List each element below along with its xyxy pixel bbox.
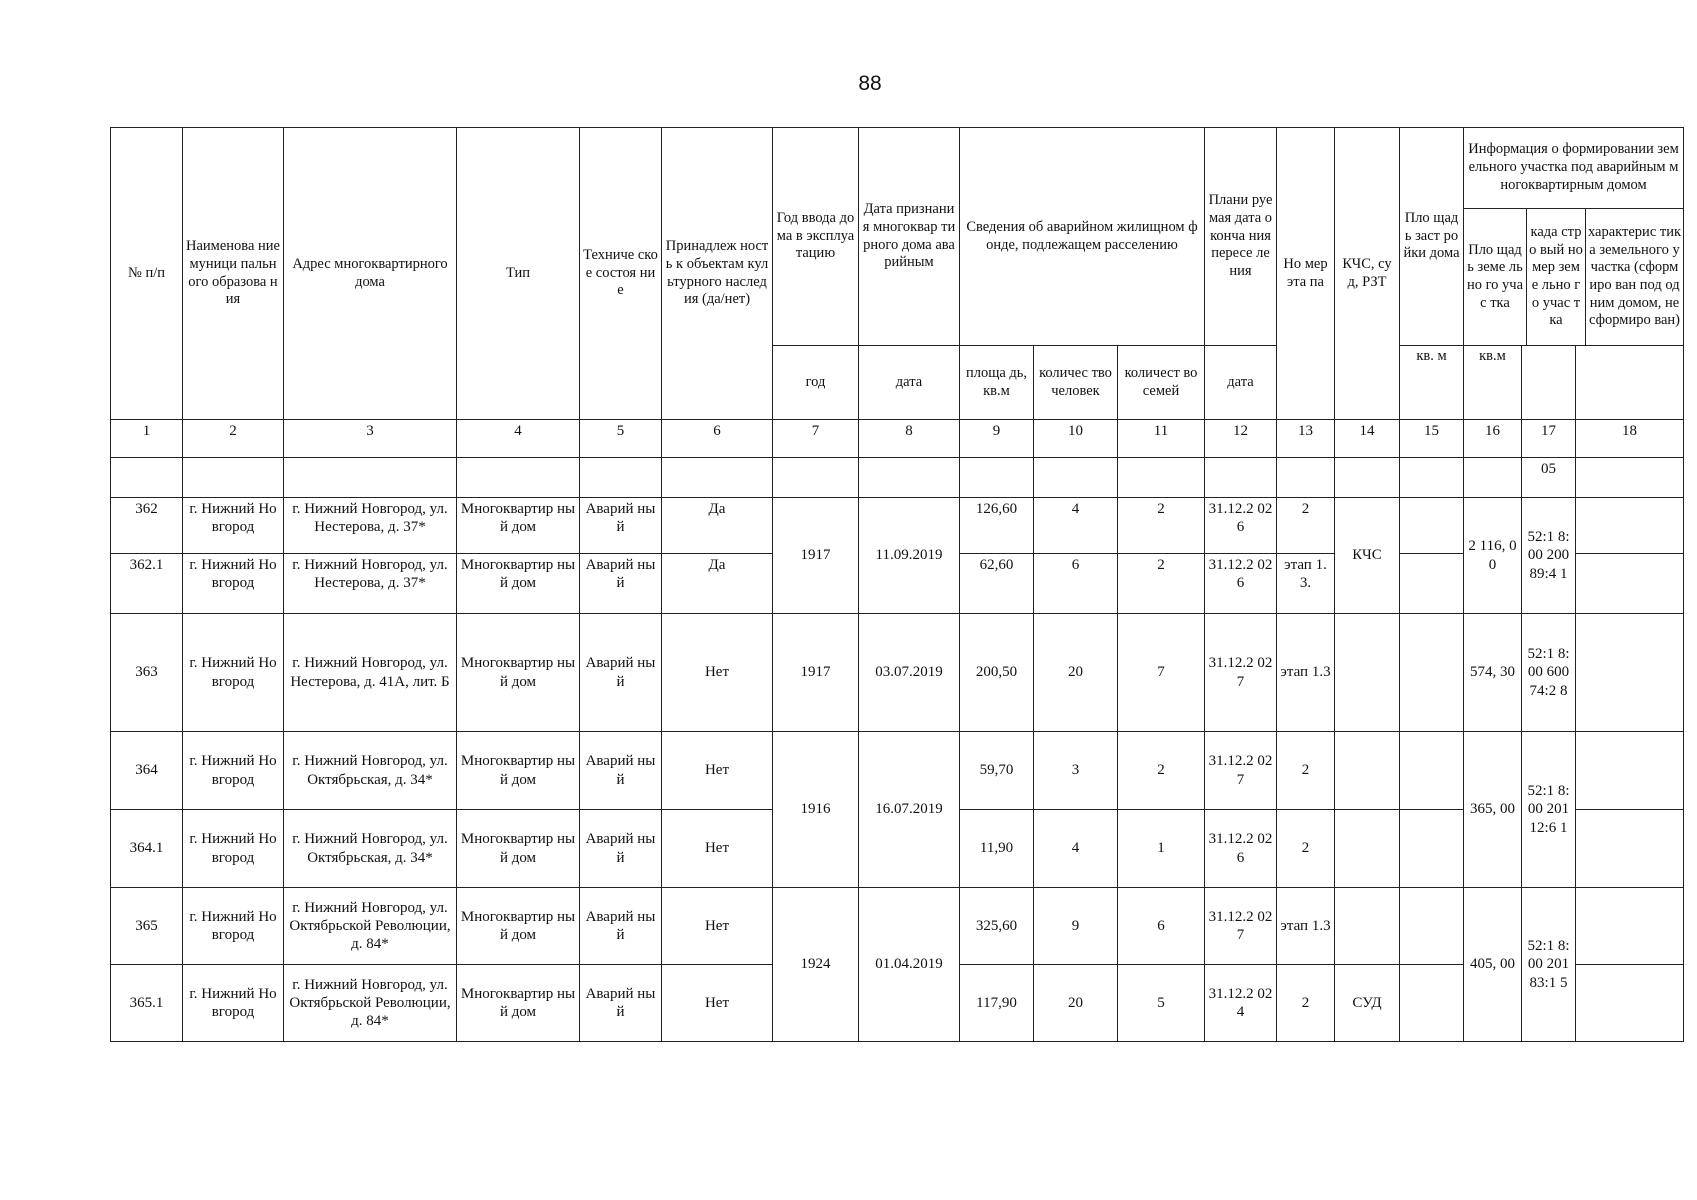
row-people: 20	[1034, 965, 1118, 1042]
row-heritage: Нет	[662, 965, 773, 1042]
subheader-date-end: дата	[1205, 346, 1277, 420]
row-address: г. Нижний Новгород, ул. Нестерова, д. 41А, лит. Б	[284, 614, 457, 732]
row-municipality: г. Нижний Новгород	[183, 498, 284, 554]
row-municipality: г. Нижний Новгород	[183, 732, 284, 810]
row-kchs: КЧС	[1335, 498, 1400, 614]
header-planned-date: Плани руемая дата оконча ния пересе ления	[1205, 128, 1277, 346]
colnum: 8	[859, 420, 960, 458]
row-date-end: 31.12.2 027	[1205, 614, 1277, 732]
row-families: 2	[1118, 498, 1205, 554]
continuation-row	[111, 458, 1684, 498]
colnum: 7	[773, 420, 859, 458]
row-people: 9	[1034, 888, 1118, 965]
row-type: Многоквартир ный дом	[457, 732, 580, 810]
row-address: г. Нижний Новгород, ул. Октябрьской Революции, д. 84*	[284, 888, 457, 965]
header-emergency-fund: Сведения об аварийном жилищном фонде, подлежащем расселению	[960, 128, 1205, 346]
row-cadastral: 52:1 8:00 200 89:4 1	[1522, 498, 1576, 614]
row-year: 1917	[773, 498, 859, 614]
row-stage: 2	[1277, 965, 1335, 1042]
row-plot-area: 365, 00	[1464, 732, 1522, 888]
row-num: 365.1	[111, 965, 183, 1042]
subheader-families: количест во семей	[1118, 346, 1205, 420]
row-state: Аварий ный	[580, 554, 662, 614]
header-building-area: Пло щадь заст ройки дома	[1400, 128, 1464, 346]
row-year: 1916	[773, 732, 859, 888]
row-type: Многоквартир ный дом	[457, 965, 580, 1042]
header-type: Тип	[457, 128, 580, 420]
row-state: Аварий ный	[580, 498, 662, 554]
table-row	[111, 614, 1684, 732]
row-families: 2	[1118, 732, 1205, 810]
colnum: 4	[457, 420, 580, 458]
row-num: 362.1	[111, 554, 183, 614]
colnum: 9	[960, 420, 1034, 458]
row-area: 11,90	[960, 810, 1034, 888]
colnum: 15	[1400, 420, 1464, 458]
row-heritage: Нет	[662, 810, 773, 888]
header-cadastral: када стро вый но мер земе льно го учас тка	[1527, 209, 1586, 345]
header-plot-characteristic: характерис тика земельного участка (сформиро ван под одним домом, не сформиро ван)	[1588, 223, 1682, 329]
header-tech-state: Техниче ское состоя ние	[580, 128, 662, 420]
header-recognition-date: Дата признания многоквар тирного дома аварийным	[859, 128, 960, 346]
header-plot-area: Пло щадь земе льно го учас тка	[1464, 209, 1527, 345]
row-date-end: 31.12.2 024	[1205, 965, 1277, 1042]
row-municipality: г. Нижний Новгород	[183, 810, 284, 888]
row-municipality: г. Нижний Новгород	[183, 965, 284, 1042]
colnum: 17	[1522, 420, 1576, 458]
subheader-year: год	[773, 346, 859, 420]
colnum: 3	[284, 420, 457, 458]
row-address: г. Нижний Новгород, ул. Нестерова, д. 37*	[284, 554, 457, 614]
row-heritage: Нет	[662, 732, 773, 810]
row-type: Многоквартир ный дом	[457, 810, 580, 888]
row-families: 2	[1118, 554, 1205, 614]
row-type: Многоквартир ный дом	[457, 554, 580, 614]
colnum: 12	[1205, 420, 1277, 458]
row-num: 362	[111, 498, 183, 554]
row-num: 364	[111, 732, 183, 810]
row-heritage: Да	[662, 498, 773, 554]
subheader-characteristic-cont	[1576, 346, 1684, 420]
header-heritage: Принадлеж ность к объектам культурного наследия (да/нет)	[662, 128, 773, 420]
colnum: 6	[662, 420, 773, 458]
row-families: 1	[1118, 810, 1205, 888]
column-numbers-row	[111, 420, 1684, 458]
table-row	[111, 888, 1684, 965]
header-stage: Но мер эта па	[1277, 128, 1335, 420]
row-recognition-date: 03.07.2019	[859, 614, 960, 732]
row-area: 59,70	[960, 732, 1034, 810]
header-land-plot	[1464, 128, 1684, 346]
row-address: г. Нижний Новгород, ул. Октябрьской Революции, д. 84*	[284, 965, 457, 1042]
header-kchs: КЧС, суд, РЗТ	[1335, 128, 1400, 420]
row-people: 20	[1034, 614, 1118, 732]
row-stage: 2	[1277, 732, 1335, 810]
row-families: 7	[1118, 614, 1205, 732]
row-municipality: г. Нижний Новгород	[183, 554, 284, 614]
row-type: Многоквартир ный дом	[457, 614, 580, 732]
row-stage: 2	[1277, 810, 1335, 888]
row-type: Многоквартир ный дом	[457, 888, 580, 965]
subheader-cadastral-cont	[1522, 346, 1576, 420]
row-stage: этап 1.3	[1277, 614, 1335, 732]
row-cadastral: 52:1 8:00 201 12:6 1	[1522, 732, 1576, 888]
row-date-end: 31.12.2 026	[1205, 498, 1277, 554]
row-area: 200,50	[960, 614, 1034, 732]
colnum: 10	[1034, 420, 1118, 458]
table-body	[111, 458, 1684, 1042]
row-heritage: Нет	[662, 614, 773, 732]
row-stage: этап 1.3.	[1277, 554, 1335, 614]
row-area: 62,60	[960, 554, 1034, 614]
row-heritage: Нет	[662, 888, 773, 965]
row-kchs: СУД	[1335, 965, 1400, 1042]
row-area: 325,60	[960, 888, 1034, 965]
row-state: Аварий ный	[580, 614, 662, 732]
row-people: 4	[1034, 498, 1118, 554]
header-address: Адрес многоквартирного дома	[284, 128, 457, 420]
emergency-housing-table	[110, 127, 1684, 1042]
row-state: Аварий ный	[580, 810, 662, 888]
row-recognition-date: 16.07.2019	[859, 732, 960, 888]
row-address: г. Нижний Новгород, ул. Октябрьская, д. 34*	[284, 810, 457, 888]
row-plot-area: 2 116, 00	[1464, 498, 1522, 614]
header-land-plot-sub	[1464, 209, 1683, 345]
row-state: Аварий ный	[580, 965, 662, 1042]
row-recognition-date: 11.09.2019	[859, 498, 960, 614]
subheader-building-area-unit: кв. м	[1400, 346, 1464, 420]
header-land-plot-title: Информация о формировании земельного участка под аварийным многоквартирным домом	[1464, 128, 1683, 209]
row-cadastral: 52:1 8:00 600 74:2 8	[1522, 614, 1576, 732]
colnum: 13	[1277, 420, 1335, 458]
row-date-end: 31.12.2 026	[1205, 810, 1277, 888]
row-plot-area: 405, 00	[1464, 888, 1522, 1042]
colnum: 16	[1464, 420, 1522, 458]
row-date-end: 31.12.2 027	[1205, 732, 1277, 810]
row-cadastral: 52:1 8:00 201 83:1 5	[1522, 888, 1576, 1042]
row-people: 6	[1034, 554, 1118, 614]
row-stage: 2	[1277, 498, 1335, 554]
row-year: 1917	[773, 614, 859, 732]
cadastral-cont: 05	[1522, 458, 1576, 498]
row-num: 364.1	[111, 810, 183, 888]
row-address: г. Нижний Новгород, ул. Нестерова, д. 37*	[284, 498, 457, 554]
subheader-people: количес тво человек	[1034, 346, 1118, 420]
row-municipality: г. Нижний Новгород	[183, 888, 284, 965]
header-year: Год ввода дома в эксплуа тацию	[773, 128, 859, 346]
colnum: 2	[183, 420, 284, 458]
colnum: 1	[111, 420, 183, 458]
row-state: Аварий ный	[580, 732, 662, 810]
row-date-end: 31.12.2 027	[1205, 888, 1277, 965]
colnum: 14	[1335, 420, 1400, 458]
row-plot-area: 574, 30	[1464, 614, 1522, 732]
page-number: 88	[858, 72, 882, 95]
subheader-area: площа дь, кв.м	[960, 346, 1034, 420]
row-state: Аварий ный	[580, 888, 662, 965]
header-municipality: Наименова ние муници пального образова ния	[183, 128, 284, 420]
subheader-date: дата	[859, 346, 960, 420]
row-date-end: 31.12.2 026	[1205, 554, 1277, 614]
row-area: 126,60	[960, 498, 1034, 554]
row-municipality: г. Нижний Новгород	[183, 614, 284, 732]
colnum: 18	[1576, 420, 1684, 458]
row-type: Многоквартир ный дом	[457, 498, 580, 554]
row-stage: этап 1.3	[1277, 888, 1335, 965]
row-address: г. Нижний Новгород, ул. Октябрьская, д. 34*	[284, 732, 457, 810]
row-num: 363	[111, 614, 183, 732]
row-families: 6	[1118, 888, 1205, 965]
table-header	[111, 128, 1684, 458]
header-num: № п/п	[111, 128, 183, 420]
row-people: 3	[1034, 732, 1118, 810]
row-num: 365	[111, 888, 183, 965]
row-year: 1924	[773, 888, 859, 1042]
subheader-plot-area-unit: кв.м	[1464, 346, 1522, 420]
row-area: 117,90	[960, 965, 1034, 1042]
colnum: 5	[580, 420, 662, 458]
row-heritage: Да	[662, 554, 773, 614]
table-row	[111, 498, 1684, 554]
row-people: 4	[1034, 810, 1118, 888]
colnum: 11	[1118, 420, 1205, 458]
table-row	[111, 732, 1684, 810]
row-recognition-date: 01.04.2019	[859, 888, 960, 1042]
row-families: 5	[1118, 965, 1205, 1042]
